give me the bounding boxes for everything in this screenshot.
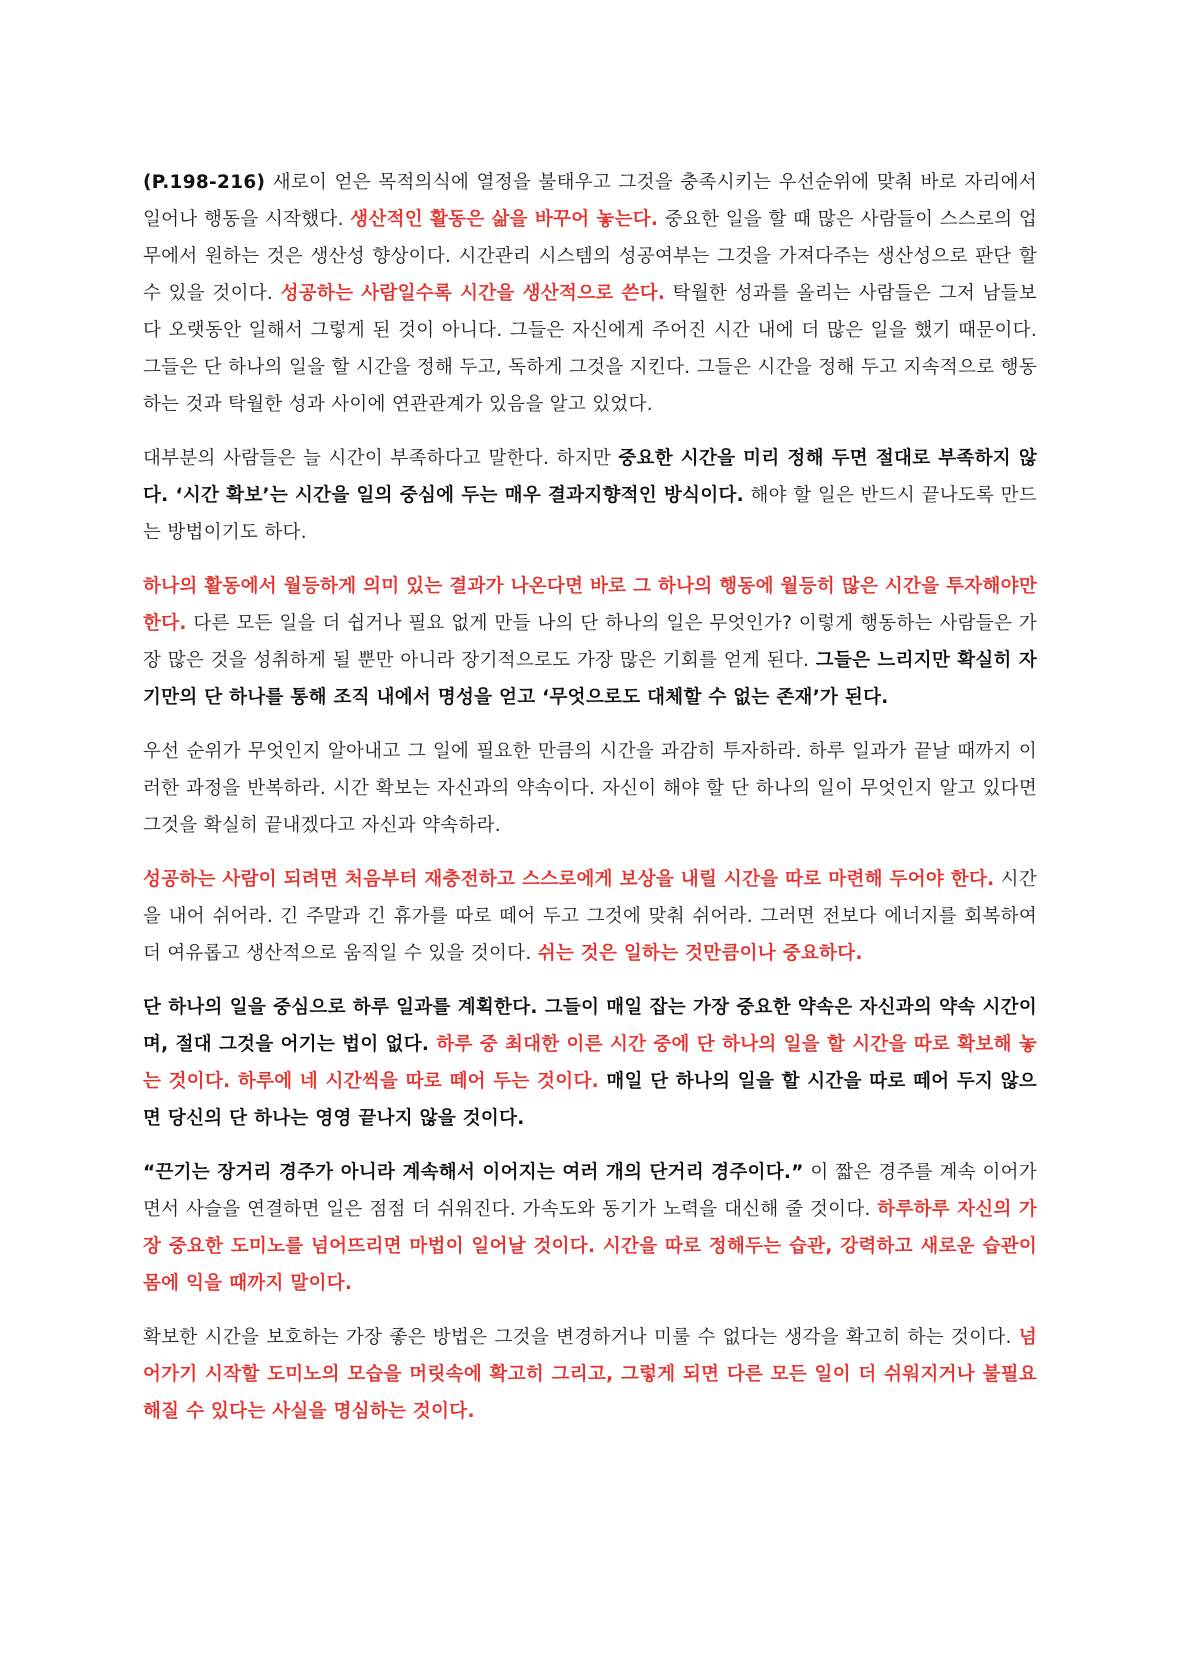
highlight-bold: 중요한 시간을 미리 정해 두면 절대로 부족하지 않다. ‘시간 확보’는 시간을 일의 중심에 두는 매우 결과지향적인 방식이다. bbox=[143, 448, 1037, 506]
paragraph-3 bbox=[143, 568, 1037, 716]
paragraph-8 bbox=[143, 1319, 1037, 1430]
paragraph-text: 이 짧은 경주를 계속 이어가면서 사슬을 연결하면 일은 점점 더 쉬워진다. 가속도와 동기가 노력을 대신해 줄 것이다. bbox=[143, 1162, 1037, 1220]
paragraph-text: 대부분의 사람들은 늘 시간이 부족하다고 말한다. 하지만 bbox=[143, 448, 619, 469]
paragraph-text: 시간을 내어 쉬어라. 긴 주말과 긴 휴가를 따로 떼어 두고 그것에 맞춰 쉬어라. 그러면 전보다 에너지를 회복하여 더 여유롭고 생산적으로 움직일 수 있을 것이다. bbox=[143, 869, 1037, 964]
highlight-red: 성공하는 사람일수록 시간을 생산적으로 쓴다. bbox=[280, 283, 666, 304]
paragraph-text: 새로이 얻은 목적의식에 열정을 불태우고 그것을 충족시키는 우선순위에 맞춰 바로 자리에서 일어나 행동을 시작했다. bbox=[143, 172, 1037, 230]
highlight-red: 하루 중 최대한 이른 시간 중에 단 하나의 일을 할 시간을 따로 확보해 놓는 것이다. 하루에 네 시간씩을 따로 떼어 두는 것이다. bbox=[143, 1034, 1038, 1092]
paragraph-text: 확보한 시간을 보호하는 가장 좋은 방법은 그것을 변경하거나 미룰 수 없다는 생각을 확고히 하는 것이다. bbox=[143, 1327, 1019, 1348]
paragraph-6 bbox=[143, 989, 1037, 1137]
paragraph-7 bbox=[143, 1154, 1037, 1302]
paragraph-1 bbox=[143, 164, 1037, 423]
paragraph-text: 해야 할 일은 반드시 끝나도록 만드는 방법이기도 하다. bbox=[143, 485, 1037, 543]
highlight-red: 쉬는 것은 일하는 것만큼이나 중요하다. bbox=[537, 943, 863, 964]
highlight-red: 성공하는 사람이 되려면 처음부터 재충전하고 스스로에게 보상을 내릴 시간을 따로 마련해 두어야 한다. bbox=[143, 869, 995, 890]
paragraph-text: 중요한 일을 할 때 많은 사람들이 스스로의 업무에서 원하는 것은 생산성 향상이다. 시간관리 시스템의 성공여부는 그것을 가져다주는 생산성으로 판단 할 수 있을 것이다. bbox=[143, 209, 1038, 304]
page-range-label: (P.198-216) bbox=[143, 172, 266, 193]
highlight-bold: 매일 단 하나의 일을 할 시간을 따로 떼어 두지 않으면 당신의 단 하나는 영영 끝나지 않을 것이다. bbox=[143, 1071, 1037, 1129]
paragraph-text: 우선 순위가 무엇인지 알아내고 그 일에 필요한 만큼의 시간을 과감히 투자하라. 하루 일과가 끝날 때까지 이러한 과정을 반복하라. 시간 확보는 자신과의 약속이다. 자신이 해야 할 단 하나의 일이 무엇인지 알고 있다면 그것을 확실히 끝내겠다고 자신과 약속하라. bbox=[143, 741, 1037, 836]
paragraph-2 bbox=[143, 440, 1037, 551]
highlight-red: 생산적인 활동은 삶을 바꾸어 놓는다. bbox=[350, 209, 659, 230]
highlight-bold: 그들은 느리지만 확실히 자기만의 단 하나를 통해 조직 내에서 명성을 얻고 ‘무엇으로도 대체할 수 없는 존재’가 된다. bbox=[143, 650, 1037, 708]
paragraph-text: 탁월한 성과를 올리는 사람들은 그저 남들보다 오랫동안 일해서 그렇게 된 것이 아니다. 그들은 자신에게 주어진 시간 내에 더 많은 일을 했기 때문이다. 그들은 단 하나의 일을 할 시간을 정해 두고, 독하게 그것을 지킨다. 그들은 시간을 정해 두고 지속적으로 행동하는 것과 탁월한 성과 사이에 연관관계가 있음을 알고 있었다. bbox=[143, 283, 1038, 415]
highlight-bold-quote: “끈기는 장거리 경주가 아니라 계속해서 이어지는 여러 개의 단거리 경주이다.” bbox=[143, 1162, 804, 1183]
highlight-red: 하나의 활동에서 월등하게 의미 있는 결과가 나온다면 바로 그 하나의 행동에 월등히 많은 시간을 투자해야만 한다. bbox=[143, 576, 1037, 634]
paragraph-text: 다른 모든 일을 더 쉽거나 필요 없게 만들 나의 단 하나의 일은 무엇인가? 이렇게 행동하는 사람들은 가장 많은 것을 성취하게 될 뿐만 아니라 장기적으로도 가장 많은 기회를 얻게 된다. bbox=[143, 613, 1037, 671]
highlight-bold: 단 하나의 일을 중심으로 하루 일과를 계획한다. 그들이 매일 잡는 가장 중요한 약속은 자신과의 약속 시간이며, 절대 그것을 어기는 법이 없다. bbox=[143, 997, 1037, 1055]
highlight-red: 하루하루 자신의 가장 중요한 도미노를 넘어뜨리면 마법이 일어날 것이다. 시간을 따로 정해두는 습관, 강력하고 새로운 습관이 몸에 익을 때까지 말이다. bbox=[143, 1199, 1037, 1294]
document-page bbox=[143, 164, 1037, 1447]
paragraph-4 bbox=[143, 733, 1037, 844]
highlight-red: 넘어가기 시작할 도미노의 모습을 머릿속에 확고히 그리고, 그렇게 되면 다른 모든 일이 더 쉬워지거나 불필요해질 수 있다는 사실을 명심하는 것이다. bbox=[143, 1327, 1037, 1422]
paragraph-5 bbox=[143, 861, 1037, 972]
